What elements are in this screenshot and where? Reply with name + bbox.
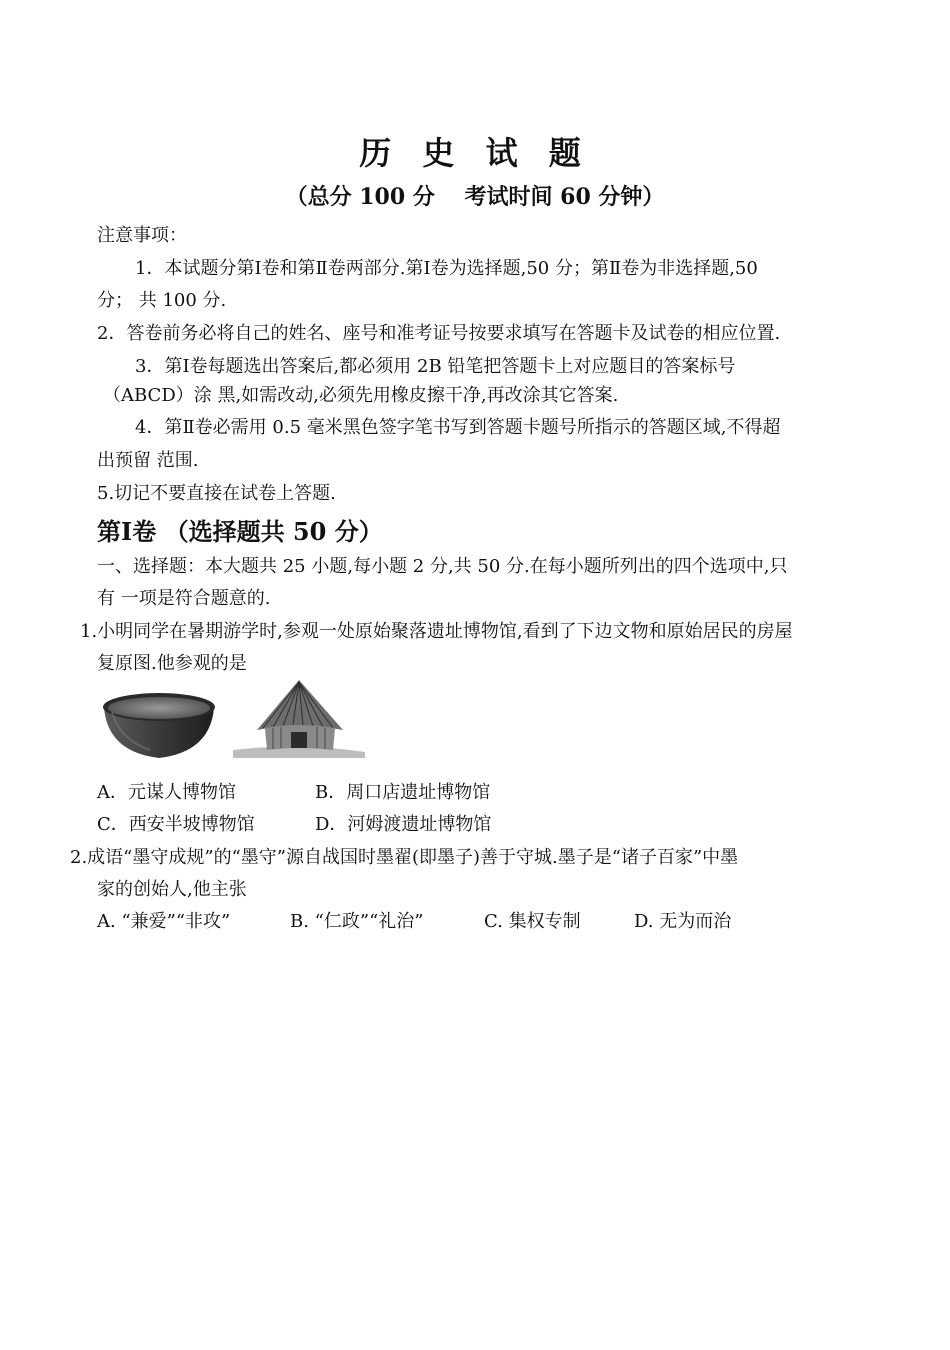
- question-1-option-c[interactable]: C．西安半坡博物馆: [97, 814, 255, 835]
- exam-title: 历 史 试 题: [359, 134, 591, 172]
- note-line: 分； 共 100 分.: [97, 290, 227, 311]
- question-2-option-b[interactable]: B. “仁政”“礼治”: [290, 911, 424, 932]
- question-2-option-a[interactable]: A. “兼爱”“非攻”: [97, 911, 231, 932]
- note-line: 3．第Ⅰ卷每题选出答案后,都必须用 2B 铅笔把答题卡上对应题目的答案标号: [135, 356, 736, 377]
- section-instruction: 有 一项是符合题意的.: [97, 588, 271, 609]
- question-2-option-d[interactable]: D. 无为而治: [634, 911, 732, 932]
- question-2-option-c[interactable]: C. 集权专制: [484, 911, 581, 932]
- section-heading: 第Ⅰ卷 （选择题共 50 分）: [97, 517, 383, 546]
- question-2-stem: 家的创始人,他主张: [97, 879, 247, 900]
- question-1-option-b[interactable]: B．周口店遗址博物馆: [315, 782, 491, 803]
- exam-subtitle: （总分 100 分 考试时间 60 分钟）: [285, 184, 665, 210]
- notes-heading: 注意事项：: [97, 225, 187, 246]
- note-line: 2．答卷前务必将自己的姓名、座号和准考证号按要求填写在答题卡及试卷的相应位置.: [97, 323, 781, 344]
- note-line: 出预留 范围.: [97, 450, 199, 471]
- pottery-bowl-image: [100, 690, 218, 762]
- thatched-hut-image: [233, 678, 365, 758]
- note-line: 4．第Ⅱ卷必需用 0.5 毫米黑色签字笔书写到答题卡题号所指示的答题区域,不得超: [135, 417, 781, 438]
- note-line: 1．本试题分第Ⅰ卷和第Ⅱ卷两部分.第Ⅰ卷为选择题,50 分；第Ⅱ卷为非选择题,50: [135, 258, 758, 279]
- section-instruction: 一、选择题：本大题共 25 小题,每小题 2 分,共 50 分.在每小题所列出的四个选项中,只: [97, 556, 788, 577]
- question-1-stem: 复原图.他参观的是: [97, 653, 247, 674]
- question-1-stem: 1.小明同学在暑期游学时,参观一处原始聚落遗址博物馆,看到了下边文物和原始居民的房屋: [80, 621, 793, 642]
- question-2-stem: 2.成语“墨守成规”的“墨守”源自战国时墨翟(即墨子)善于守城.墨子是“诸子百家”中墨: [70, 847, 739, 868]
- question-1-option-d[interactable]: D．河姆渡遗址博物馆: [315, 814, 492, 835]
- note-line: 5.切记不要直接在试卷上答题.: [97, 483, 336, 504]
- question-1-option-a[interactable]: A．元谋人博物馆: [97, 782, 236, 803]
- note-line: （ABCD）涂 黑,如需改动,必须先用橡皮擦干净,再改涂其它答案.: [103, 385, 619, 406]
